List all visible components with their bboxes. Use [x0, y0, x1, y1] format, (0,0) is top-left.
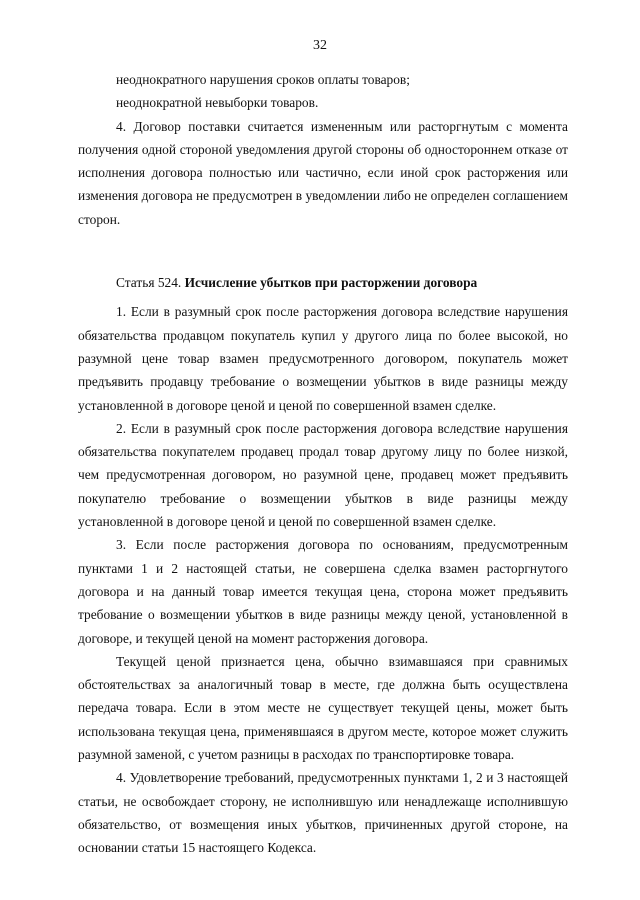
article-paragraph: 3. Если после расторжения договора по основаниям, предусмотренным пунктами 1 и 2 настоящей статьи, не совершена сделка взамен расторгнутого договора и на данный товар имеется текущая цена, сторона может предъявить требование о возмещении убытков в виде разницы между ценой, установленной в договоре, и текущей ценой на момент расторжения договора.	[78, 537, 568, 646]
article-paragraph: 1. Если в разумный срок после расторжения договора вследствие нарушения обязательства продавцом покупатель купил у другого лица по более высокой, но разумной цене товар взамен предусмотренного договором, покупатель может предъявить продавцу требование о возмещении убытков в виде разницы между установленной в договоре ценой и ценой по совершенной взамен сделке.	[78, 304, 568, 413]
article-paragraph: Текущей ценой признается цена, обычно взимавшаяся при сравнимых обстоятельствах за аналогичный товар в месте, где должна быть осуществлена передача товара. Если в этом месте не существует текущей цены, может быть использована текущая цена, применявшаяся в другом месте, которое может служить разумной заменой, с учетом разницы в расходах по транспортировке товара.	[78, 653, 568, 763]
article-number: Статья 524.	[116, 275, 182, 291]
page-number: 32	[313, 38, 327, 53]
lead-paragraph: неоднократного нарушения сроков оплаты товаров;	[116, 72, 410, 87]
article-heading	[78, 271, 568, 294]
lead-paragraph: неоднократной невыборки товаров.	[116, 95, 319, 111]
article-title: Исчисление убытков при расторжении договора	[184, 275, 478, 291]
lead-paragraph: 4. Договор поставки считается измененным или расторгнутым с момента получения одной стороной уведомления другой стороны об одностороннем отказе от исполнения договора полностью или частично, если иной срок расторжения или изменения договора не предусмотрен в уведомлении либо не определен соглашением сторон.	[78, 118, 568, 227]
article-paragraph: 4. Удовлетворение требований, предусмотренных пунктами 1, 2 и 3 настоящей статьи, не освобождает сторону, не исполнившую или ненадлежаще исполнившую обязательство, от возмещения иных убытков, причиненных другой стороне, на основании статьи 15 настоящего Кодекса.	[78, 770, 568, 856]
page-content	[78, 68, 568, 860]
article-paragraph: 2. Если в разумный срок после расторжения договора вследствие нарушения обязательства покупателем продавец продал товар другому лицу по более низкой, чем предусмотренная договором, но разумной цене, продавец может предъявить покупателю требование о возмещении убытков в виде разницы между установленной в договоре ценой и ценой по совершенной взамен сделке.	[78, 420, 568, 530]
